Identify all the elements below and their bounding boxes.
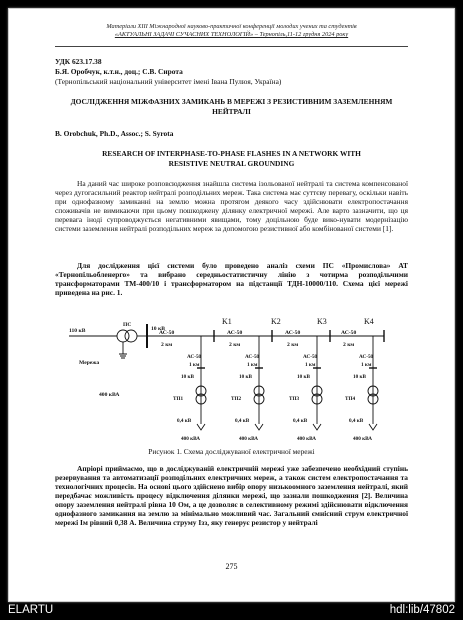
transformer-lv-1: 0,4 кВ [177, 418, 192, 424]
transformer-hv-3: 10 кВ [297, 374, 310, 380]
load-label-3: 400 кВА [297, 436, 316, 442]
handle-id: hdl:lib/47802 [389, 604, 455, 616]
load-arrow-3 [313, 424, 321, 430]
conference-header: Матеріали XIII Міжнародної науково-практичної конференції молодих учених та студентів [106, 23, 357, 30]
paragraph-2: Для дослідження цієї системи було проведено аналіз схеми ПС «Промислова» АТ «Тернопільобленерго» та вибрано середньостатистичну лінію з чотирма розподільчими трансформаторами ТМ-400/10 і трансформатором на підстанції ТДН-10000/110. Схема цієї мережі приведена на рис. 1. [55, 261, 408, 297]
transformer-lv-3: 0,4 кВ [293, 418, 308, 424]
affiliation-ua: (Тернопільський національний університет імені Івана Пулюя, Україна) [55, 77, 282, 86]
line-length-4: 2 км [343, 342, 355, 348]
line-cable-4: АС-50 [341, 330, 357, 336]
authors-ua: Б.Я. Оробчук, к.т.н., доц.; С.В. Сирота [55, 67, 183, 76]
line-cable-2: АС-50 [227, 330, 243, 336]
branch-length-1: 1 км [189, 362, 200, 368]
load-label-2: 400 кВА [239, 436, 258, 442]
grid-label: Мережа [79, 360, 100, 366]
line-cable-3: АС-50 [285, 330, 301, 336]
switch-label-k4: K4 [364, 317, 374, 326]
branch-cable-2: АС-50 [245, 354, 260, 360]
title-ua: ДОСЛІДЖЕННЯ МІЖФАЗНИХ ЗАМИКАНЬ В МЕРЕЖІ З РЕЗИСТИВНИМ ЗАЗЕМЛЕННЯМ НЕЙТРАЛІ [70, 97, 393, 116]
load-arrow-2 [255, 424, 263, 430]
load-arrow-1 [197, 424, 205, 430]
branch-cable-3: АС-50 [303, 354, 318, 360]
conference-title: «АКТУАЛЬНІ ЗАДАЧІ СУЧАСНИХ ТЕХНОЛОГІЙ» – Тернопіль,11-12 грудня 2024 року [114, 31, 349, 38]
switch-label-k1: K1 [222, 317, 232, 326]
authors-en: B. Orobchuk, Ph.D., Assoc.; S. Syrota [55, 129, 174, 138]
figure-caption: Рисунок 1. Схема досліджуваної електричної мережі [148, 447, 315, 456]
paragraph-3: Апріорі приймаємо, що в досліджуваній електричній мережі уже забезпечено необхідний ступінь резервування та автоматизації розподільних електричних мереж, а також систем електропостачання та технологічних процесів. На основі цього здійснено вибір опору низькоомного заземлення нейтралі, який передбачає можливість процесу відключення ділянки мережі, що зазнали пошкодження [2]. Величина опору заземлення нейтралі рівна 10 Ом, а це дозволяє в селективному режимі здійснювати відключення однофазного замикання на землю за мінімально можливий час. Загальний ємнісний струм електричної мережі Ім рівний 0,38 А. Величина струму Ізз, яку генерує резистор у нейтралі [55, 464, 408, 527]
transformer-label-1: ТП1 [173, 396, 184, 402]
line-length-1: 2 км [161, 342, 173, 348]
repository-name: ELARTU [8, 604, 54, 616]
source-power-label: 400 кВА [99, 392, 120, 398]
branch-length-3: 1 км [305, 362, 316, 368]
transformer-lv-4: 0,4 кВ [349, 418, 364, 424]
document-page [8, 8, 455, 602]
line-cable-1: АС-50 [159, 330, 175, 336]
source-voltage-label: 110 кВ [69, 328, 86, 334]
line-length-2: 2 км [229, 342, 241, 348]
paragraph-1: На даний час широке розповсюдження знайшла система ізольованої нейтралі та система компенсованої через дугогасильний реактор нейтралі розподільних мереж. Така система має суттєву перевагу, оскільки навіть при однофазному замиканні на землю можна протягом деякого часу здійснювати електропостачання споживачів не вимикаючи при цьому пошкоджену ділянку електричної мережі. Але варто зазначити, що ця перевага іноді супроводжується негативними явищами, тому доцільною буде вико-нувати модернізацію системи заземлення нейтралі розподільних мереж за допомогою резистивної або комбінованої системи [1]. [55, 179, 408, 233]
load-arrow-4 [369, 424, 377, 430]
transformer-lv-2: 0,4 кВ [235, 418, 250, 424]
bus-voltage-label: 10 кВ [151, 326, 165, 332]
branch-length-4: 1 км [361, 362, 372, 368]
transformer-label-4: ТП4 [345, 396, 356, 402]
page-number: 275 [225, 562, 238, 571]
header-rule [55, 46, 408, 47]
branch-length-2: 1 км [247, 362, 258, 368]
load-label-4: 400 кВА [353, 436, 372, 442]
substation-label: ПС [123, 322, 132, 328]
udc-code: УДК 623.17.38 [55, 57, 102, 66]
transformer-hv-2: 10 кВ [239, 374, 252, 380]
title-en: RESEARCH OF INTERPHASE-TO-PHASE FLASHES IN A NETWORK WITH RESISTIVE NEUTRAL GROUNDING [102, 149, 361, 168]
load-label-1: 400 кВА [181, 436, 200, 442]
transformer-label-3: ТП3 [289, 396, 300, 402]
branch-cable-4: АС-50 [359, 354, 374, 360]
transformer-label-2: ТП2 [231, 396, 242, 402]
transformer-hv-1: 10 кВ [181, 374, 194, 380]
branch-cable-1: АС-50 [187, 354, 202, 360]
switch-label-k2: K2 [271, 317, 281, 326]
network-schematic [59, 314, 399, 444]
switch-label-k3: K3 [317, 317, 327, 326]
transformer-hv-4: 10 кВ [353, 374, 366, 380]
line-length-3: 2 км [287, 342, 299, 348]
viewer-footer [0, 602, 463, 620]
